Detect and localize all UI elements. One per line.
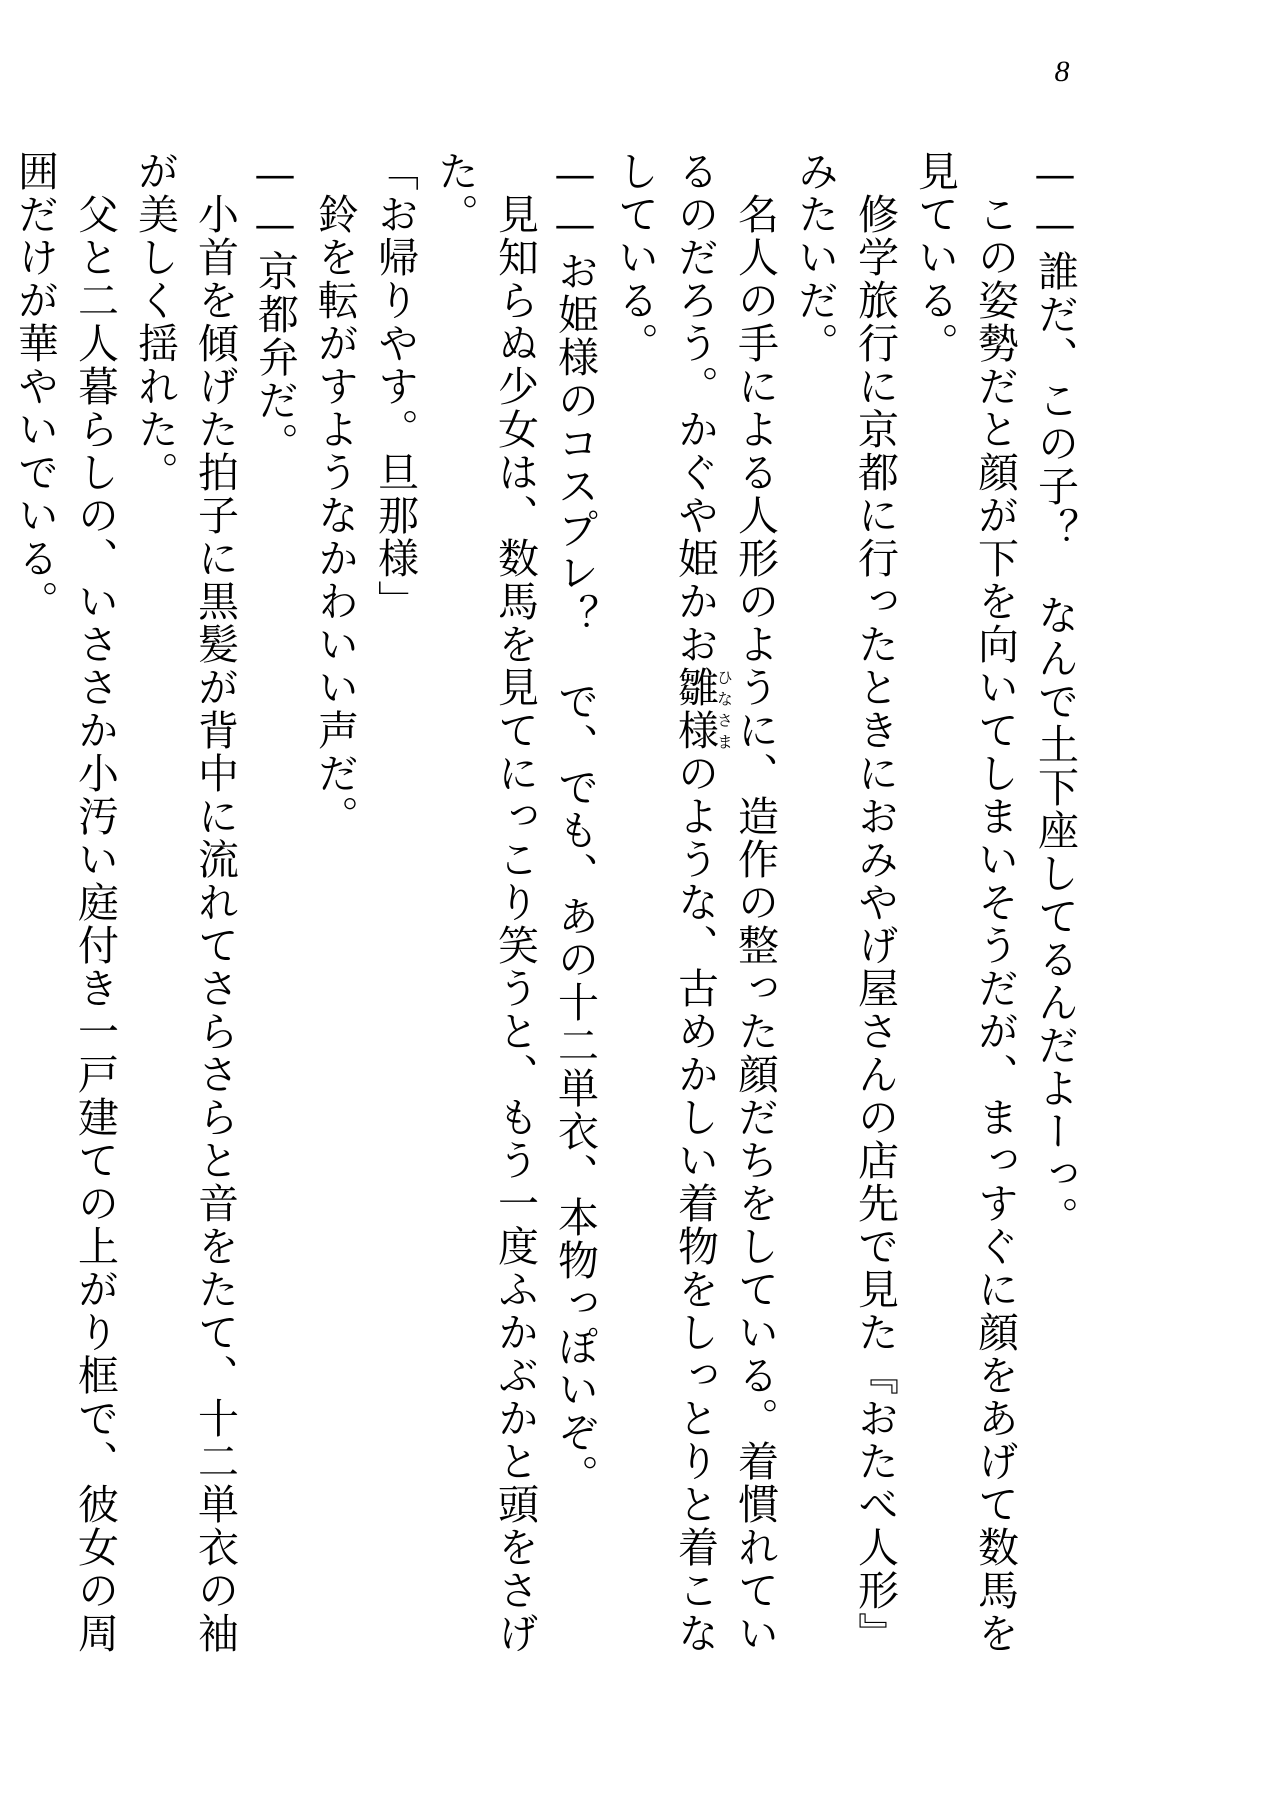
paragraph: [245, 150, 305, 1680]
paragraph-text: 小首を傾げた拍子に黒髪が背中に流れてさらさらと音をたて、十二単衣の袖が美しく揺れた。: [131, 150, 239, 1655]
paragraph-text: 修学旅行に京都に行ったときにおみやげ屋さんの店先で見た『おたべ人形』みたいだ。: [791, 150, 899, 1655]
paragraph: [905, 150, 1025, 1680]
paragraph-text: 「お帰りやす。旦那様」: [371, 150, 419, 623]
paragraph-text: ——お姫様のコスプレ？ で、でも、あの十二単衣、本物っぽいぞ。: [551, 150, 599, 1497]
paragraph-text: 鈴を転がすようなかわいい声だ。: [311, 150, 359, 838]
ruby-annotation: [671, 666, 734, 752]
paragraph: [545, 150, 605, 1680]
paragraph: [605, 150, 785, 1680]
paragraph-text: 父と二人暮らしの、いささか小汚い庭付き一戸建ての上がり框で、彼女の周囲だけが華やいでいる。: [11, 150, 119, 1655]
paragraph-text: この姿勢だと顔が下を向いてしまいそうだが、まっすぐに顔をあげて数馬を見ている。: [911, 150, 1019, 1655]
page-number: 8: [1054, 55, 1070, 88]
paragraph-text: ——誰だ、この子？ なんで土下座してるんだよーっ。: [1031, 150, 1079, 1239]
paragraph: [785, 150, 905, 1680]
paragraph: [1025, 150, 1085, 1680]
paragraph: [5, 150, 125, 1680]
paragraph-text: 見知らぬ少女は、数馬を見てにっこり笑うと、もう一度ふかぶかと頭をさげた。: [431, 150, 539, 1655]
paragraph: [305, 150, 365, 1680]
paragraph: [0, 150, 5, 1680]
paragraph: [365, 150, 425, 1680]
ruby-base: 雛様: [671, 666, 719, 752]
paragraph-text-after: のような、古めかしい着物をしっとりと着こなしている。: [611, 150, 719, 1655]
paragraph: [425, 150, 545, 1680]
ruby-reading: ひなさま: [714, 666, 734, 752]
paragraph: [125, 150, 245, 1680]
paragraph-text: ——京都弁だ。: [251, 150, 299, 465]
vertical-body-text: [0, 150, 1085, 1680]
paragraph-text: 名人の手による人形のように、造作の整った顔だちをしている。着慣れているのだろう。かぐや姫かお: [671, 150, 779, 1655]
